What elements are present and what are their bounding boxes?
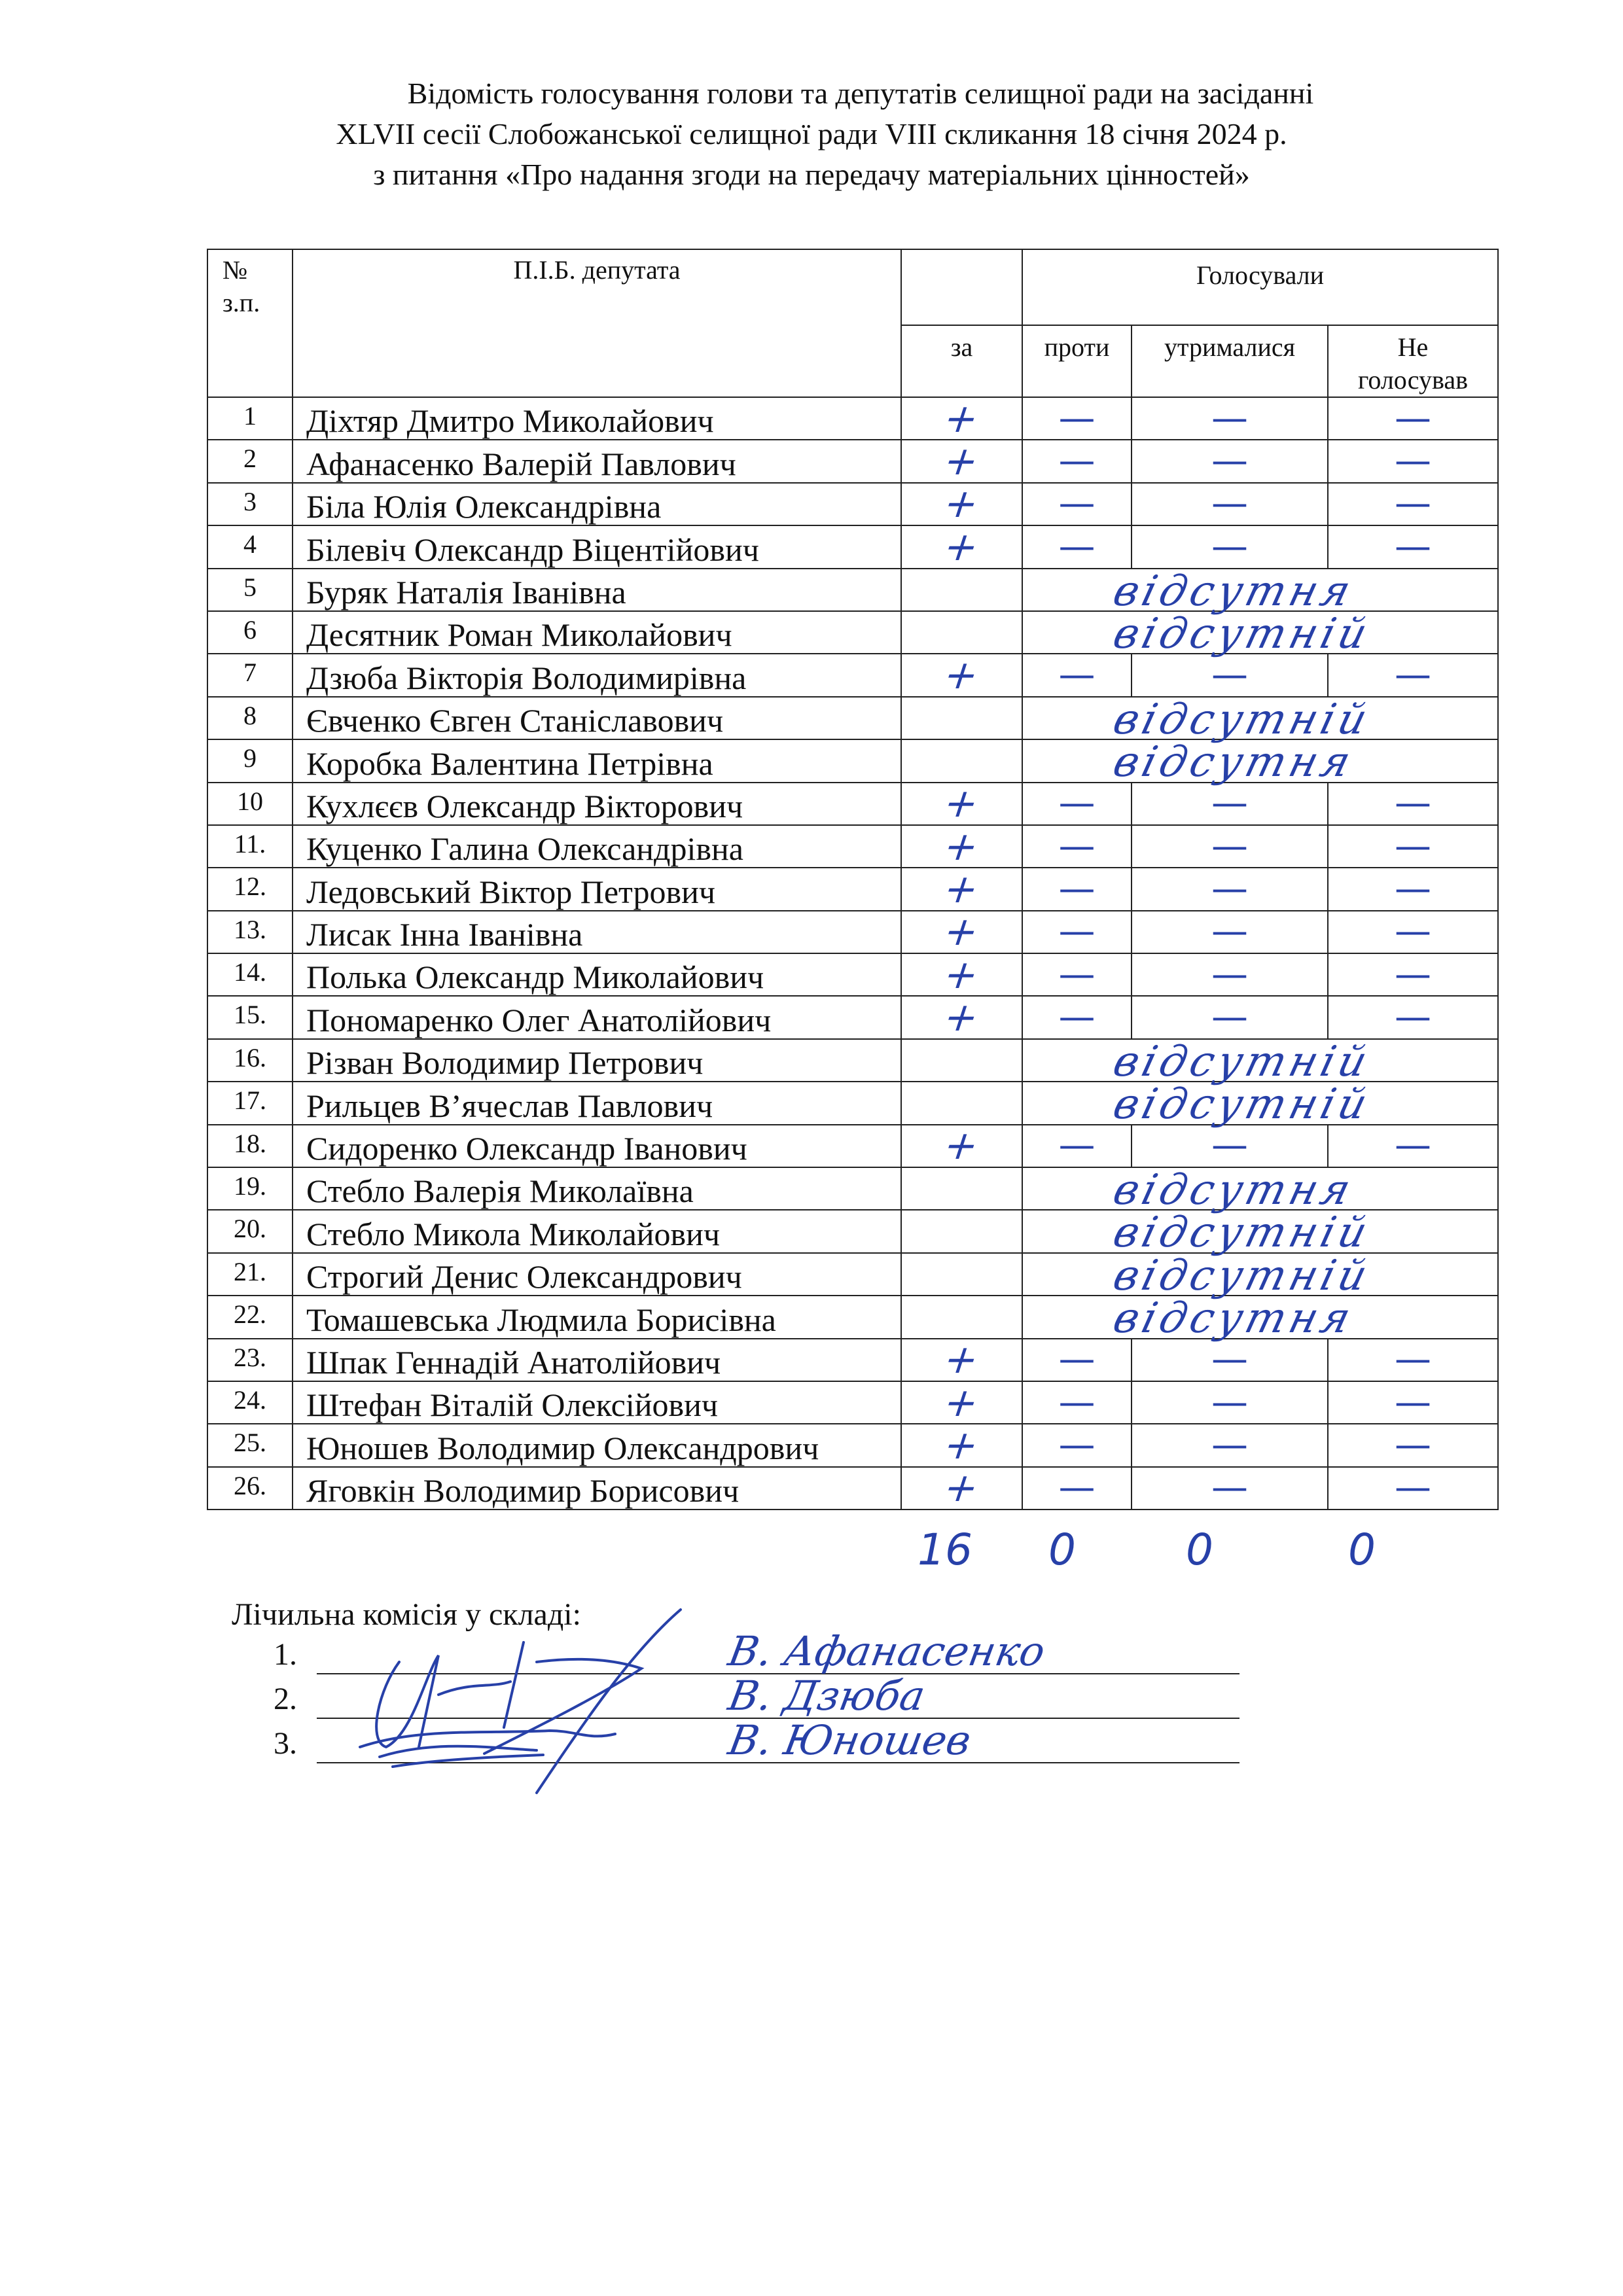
vote-abstained-mark-cell bbox=[1132, 1424, 1328, 1466]
vote-abstained-mark: — bbox=[1211, 1424, 1248, 1467]
vote-not-voted-mark: — bbox=[1395, 1381, 1431, 1424]
absence-note: відсутня bbox=[1108, 1166, 1359, 1215]
deputy-name: Коробка Валентина Петрівна bbox=[293, 739, 901, 782]
row-number: 18. bbox=[207, 1125, 293, 1167]
deputy-name: Євченко Євген Станіславович bbox=[293, 697, 901, 739]
vote-against-mark-cell bbox=[1022, 911, 1132, 953]
absence-note: відсутній bbox=[1108, 1251, 1376, 1300]
vote-for-mark: + bbox=[937, 995, 986, 1041]
deputy-row bbox=[207, 569, 1498, 611]
vote-abstained-mark: — bbox=[1211, 1338, 1248, 1381]
vote-for-cell bbox=[901, 1167, 1022, 1210]
vote-against-mark-cell bbox=[1022, 1125, 1132, 1167]
row-number: 25. bbox=[207, 1424, 293, 1466]
member-name: В. Дзюба bbox=[724, 1672, 929, 1720]
vote-not-voted-mark: — bbox=[1395, 1124, 1431, 1167]
deputy-row bbox=[207, 440, 1498, 482]
deputy-row bbox=[207, 1082, 1498, 1124]
row-number: 8 bbox=[207, 697, 293, 739]
vote-not-voted-mark: — bbox=[1395, 782, 1431, 825]
absence-cell bbox=[1022, 1166, 1498, 1215]
deputy-name: Шпак Геннадій Анатолійович bbox=[293, 1339, 901, 1381]
vote-not-voted-mark: — bbox=[1395, 953, 1431, 996]
vote-against-mark-cell bbox=[1022, 440, 1132, 482]
header-blank bbox=[901, 249, 1022, 325]
vote-not-voted-mark-cell bbox=[1328, 1467, 1498, 1510]
row-number: 7 bbox=[207, 654, 293, 696]
vote-abstained-mark: — bbox=[1211, 397, 1248, 440]
vote-not-voted-mark-cell bbox=[1328, 868, 1498, 910]
vote-abstained-mark-cell bbox=[1132, 1467, 1328, 1510]
member-index: 1. bbox=[274, 1637, 297, 1672]
vote-not-voted-mark: — bbox=[1395, 1338, 1431, 1381]
deputy-name: Юношев Володимир Олександрович bbox=[293, 1424, 901, 1466]
deputy-row bbox=[207, 996, 1498, 1038]
vote-for-mark: + bbox=[937, 1337, 986, 1383]
vote-for-cell bbox=[901, 611, 1022, 654]
vote-not-voted-mark: — bbox=[1395, 910, 1431, 953]
vote-against-mark-cell bbox=[1022, 1381, 1132, 1424]
vote-not-voted-mark-cell bbox=[1328, 1125, 1498, 1167]
member-index: 2. bbox=[274, 1682, 297, 1716]
row-number: 13. bbox=[207, 911, 293, 953]
vote-for-mark-cell bbox=[901, 995, 1022, 1041]
vote-abstained-mark-cell bbox=[1132, 825, 1328, 868]
vote-against-mark: — bbox=[1058, 482, 1096, 525]
deputy-row bbox=[207, 783, 1498, 825]
deputy-row bbox=[207, 697, 1498, 739]
member-index: 3. bbox=[274, 1726, 297, 1761]
vote-not-voted-mark: — bbox=[1395, 1466, 1431, 1510]
vote-against-mark-cell bbox=[1022, 953, 1132, 996]
vote-against-mark: — bbox=[1058, 1424, 1096, 1467]
vote-for-mark-cell bbox=[901, 825, 1022, 868]
vote-against-mark: — bbox=[1058, 910, 1096, 953]
vote-against-mark: — bbox=[1058, 525, 1096, 568]
vote-against-mark: — bbox=[1058, 824, 1096, 868]
header-line-3: з питання «Про надання згоди на передачу матеріальних цінностей» bbox=[373, 158, 1250, 191]
total-abstained: 0 bbox=[1186, 1525, 1213, 1575]
deputy-name: Томашевська Людмила Борисівна bbox=[293, 1296, 901, 1338]
vote-against-mark-cell bbox=[1022, 996, 1132, 1038]
vote-for-mark-cell bbox=[901, 397, 1022, 440]
vote-not-voted-mark-cell bbox=[1328, 953, 1498, 996]
vote-abstained-mark: — bbox=[1211, 953, 1248, 996]
absence-cell bbox=[1022, 695, 1498, 744]
vote-against-mark-cell bbox=[1022, 483, 1132, 525]
vote-against-mark-cell bbox=[1022, 1339, 1132, 1381]
vote-against-mark: — bbox=[1058, 867, 1096, 910]
vote-for-mark: + bbox=[937, 909, 986, 955]
vote-abstained-mark-cell bbox=[1132, 953, 1328, 996]
deputy-row bbox=[207, 1296, 1498, 1338]
row-number: 2 bbox=[207, 440, 293, 482]
row-number: 6 bbox=[207, 611, 293, 654]
vote-for-mark: + bbox=[937, 652, 986, 699]
vote-abstained-mark-cell bbox=[1132, 911, 1328, 953]
vote-not-voted-mark-cell bbox=[1328, 397, 1498, 440]
vote-not-voted-mark: — bbox=[1395, 482, 1431, 525]
deputy-row bbox=[207, 953, 1498, 996]
deputy-name: Рильцев В’ячеслав Павлович bbox=[293, 1082, 901, 1124]
vote-totals bbox=[0, 1525, 1623, 1577]
vote-for-mark-cell bbox=[901, 868, 1022, 910]
deputy-row bbox=[207, 483, 1498, 525]
commission-title: Лічильна комісія у складі: bbox=[232, 1597, 581, 1632]
vote-not-voted-mark: — bbox=[1395, 1424, 1431, 1467]
vote-abstained-mark-cell bbox=[1132, 1125, 1328, 1167]
vote-abstained-mark: — bbox=[1211, 1124, 1248, 1167]
header-against: проти bbox=[1022, 325, 1132, 397]
deputy-row bbox=[207, 1167, 1498, 1210]
absence-cell bbox=[1022, 1037, 1498, 1086]
vote-for-mark: + bbox=[937, 1123, 986, 1169]
vote-not-voted-mark: — bbox=[1395, 525, 1431, 568]
row-number: 4 bbox=[207, 525, 293, 568]
absence-note: відсутній bbox=[1108, 695, 1376, 744]
vote-against-mark: — bbox=[1058, 397, 1096, 440]
row-number: 24. bbox=[207, 1381, 293, 1424]
absence-cell bbox=[1022, 1209, 1498, 1258]
deputy-name: Дзюба Вікторія Володимирівна bbox=[293, 654, 901, 696]
deputy-row bbox=[207, 654, 1498, 696]
vote-for-mark: + bbox=[937, 1422, 986, 1469]
vote-against-mark-cell bbox=[1022, 1467, 1132, 1510]
vote-for-mark: + bbox=[937, 438, 986, 485]
vote-for-mark: + bbox=[937, 1465, 986, 1511]
vote-for-mark: + bbox=[937, 1379, 986, 1426]
vote-for-mark-cell bbox=[901, 1467, 1022, 1510]
vote-not-voted-mark: — bbox=[1395, 440, 1431, 483]
vote-for-cell bbox=[901, 1296, 1022, 1338]
deputy-row bbox=[207, 397, 1498, 440]
vote-for-mark-cell bbox=[901, 783, 1022, 825]
row-number: 16. bbox=[207, 1039, 293, 1082]
vote-for-mark-cell bbox=[901, 525, 1022, 568]
deputy-row bbox=[207, 1467, 1498, 1510]
row-number: 15. bbox=[207, 996, 293, 1038]
vote-for-mark-cell bbox=[901, 438, 1022, 485]
vote-for-mark-cell bbox=[901, 1422, 1022, 1469]
vote-for-cell bbox=[901, 697, 1022, 739]
vote-not-voted-mark-cell bbox=[1328, 525, 1498, 568]
row-number: 23. bbox=[207, 1339, 293, 1381]
vote-against-mark-cell bbox=[1022, 397, 1132, 440]
deputy-name: Біла Юлія Олександрівна bbox=[293, 483, 901, 525]
vote-not-voted-mark-cell bbox=[1328, 1381, 1498, 1424]
deputy-row bbox=[207, 868, 1498, 910]
vote-abstained-mark: — bbox=[1211, 824, 1248, 868]
handwritten-signatures bbox=[340, 1583, 798, 1806]
deputy-name: Десятник Роман Миколайович bbox=[293, 611, 901, 654]
vote-for-mark-cell bbox=[901, 483, 1022, 525]
deputy-name: Афанасенко Валерій Павлович bbox=[293, 440, 901, 482]
vote-not-voted-mark-cell bbox=[1328, 825, 1498, 868]
vote-abstained-mark: — bbox=[1211, 525, 1248, 568]
vote-against-mark-cell bbox=[1022, 825, 1132, 868]
deputy-row bbox=[207, 611, 1498, 654]
deputy-row bbox=[207, 1253, 1498, 1296]
deputy-row bbox=[207, 739, 1498, 782]
header-line-1: Відомість голосування голови та депутатів селищної ради на засіданні bbox=[407, 77, 1314, 110]
vote-against-mark: — bbox=[1058, 440, 1096, 483]
vote-for-cell bbox=[901, 739, 1022, 782]
deputy-row bbox=[207, 1339, 1498, 1381]
vote-for-mark-cell bbox=[901, 911, 1022, 953]
deputy-name: Яговкін Володимир Борисович bbox=[293, 1467, 901, 1510]
deputy-name: Діхтяр Дмитро Миколайович bbox=[293, 397, 901, 440]
row-number: 5 bbox=[207, 569, 293, 611]
deputy-row bbox=[207, 1039, 1498, 1082]
row-number: 26. bbox=[207, 1467, 293, 1510]
vote-for-cell bbox=[901, 1039, 1022, 1082]
vote-against-mark-cell bbox=[1022, 525, 1132, 568]
absence-note: відсутній bbox=[1108, 1209, 1376, 1258]
absence-note: відсутній bbox=[1108, 609, 1376, 658]
vote-not-voted-mark-cell bbox=[1328, 783, 1498, 825]
absence-note: відсутня bbox=[1108, 567, 1359, 616]
row-number: 19. bbox=[207, 1167, 293, 1210]
deputy-name: Стебло Валерія Миколаївна bbox=[293, 1167, 901, 1210]
vote-against-mark: — bbox=[1058, 782, 1096, 825]
member-name: В. Юношев bbox=[724, 1716, 975, 1764]
deputy-name: Білевіч Олександр Віцентійович bbox=[293, 525, 901, 568]
row-number: 17. bbox=[207, 1082, 293, 1124]
vote-for-mark: + bbox=[937, 523, 986, 570]
total-for: 16 bbox=[918, 1525, 972, 1575]
vote-not-voted-mark-cell bbox=[1328, 1339, 1498, 1381]
header-for: за bbox=[901, 325, 1022, 397]
absence-cell bbox=[1022, 567, 1498, 616]
vote-against-mark: — bbox=[1058, 996, 1096, 1039]
vote-not-voted-mark: — bbox=[1395, 867, 1431, 910]
vote-for-mark: + bbox=[937, 481, 986, 527]
vote-abstained-mark: — bbox=[1211, 654, 1248, 697]
vote-for-mark-cell bbox=[901, 1125, 1022, 1167]
vote-for-mark-cell bbox=[901, 1381, 1022, 1424]
vote-against-mark: — bbox=[1058, 953, 1096, 996]
vote-not-voted-mark: — bbox=[1395, 654, 1431, 697]
header-line-2: XLVII сесії Слобожанської селищної ради VIII скликання 18 січня 2024 р. bbox=[336, 117, 1287, 150]
header-number: № з.п. bbox=[207, 249, 293, 397]
vote-against-mark-cell bbox=[1022, 868, 1132, 910]
deputy-name: Пономаренко Олег Анатолійович bbox=[293, 996, 901, 1038]
vote-against-mark: — bbox=[1058, 1338, 1096, 1381]
absence-note: відсутній bbox=[1108, 1037, 1376, 1086]
absence-note: відсутня bbox=[1108, 738, 1359, 787]
vote-not-voted-mark-cell bbox=[1328, 1424, 1498, 1466]
vote-abstained-mark-cell bbox=[1132, 525, 1328, 568]
vote-for-mark-cell bbox=[901, 1339, 1022, 1381]
vote-abstained-mark: — bbox=[1211, 440, 1248, 483]
vote-abstained-mark: — bbox=[1211, 996, 1248, 1039]
vote-abstained-mark-cell bbox=[1132, 1381, 1328, 1424]
vote-abstained-mark-cell bbox=[1132, 483, 1328, 525]
deputy-name: Ледовський Віктор Петрович bbox=[293, 868, 901, 910]
vote-against-mark: — bbox=[1058, 1466, 1096, 1510]
vote-abstained-mark-cell bbox=[1132, 868, 1328, 910]
absence-cell bbox=[1022, 738, 1498, 787]
row-number: 1 bbox=[207, 397, 293, 440]
vote-abstained-mark-cell bbox=[1132, 783, 1328, 825]
row-number: 3 bbox=[207, 483, 293, 525]
vote-for-cell bbox=[901, 1210, 1022, 1252]
document-header bbox=[0, 73, 1623, 195]
vote-against-mark: — bbox=[1058, 1381, 1096, 1424]
row-number: 10 bbox=[207, 783, 293, 825]
vote-not-voted-mark: — bbox=[1395, 996, 1431, 1039]
vote-abstained-mark-cell bbox=[1132, 654, 1328, 696]
vote-against-mark: — bbox=[1058, 1124, 1096, 1167]
absence-cell bbox=[1022, 609, 1498, 658]
vote-abstained-mark: — bbox=[1211, 782, 1248, 825]
vote-abstained-mark: — bbox=[1211, 1381, 1248, 1424]
vote-not-voted-mark-cell bbox=[1328, 440, 1498, 482]
vote-not-voted-mark: — bbox=[1395, 824, 1431, 868]
vote-for-cell bbox=[901, 1253, 1022, 1296]
vote-for-mark: + bbox=[937, 823, 986, 870]
deputy-row bbox=[207, 525, 1498, 568]
vote-for-cell bbox=[901, 1082, 1022, 1124]
voting-table bbox=[207, 249, 1499, 1510]
vote-abstained-mark: — bbox=[1211, 910, 1248, 953]
vote-for-mark-cell bbox=[901, 953, 1022, 996]
header-voted: Голосували bbox=[1022, 249, 1498, 325]
deputy-row bbox=[207, 911, 1498, 953]
row-number: 12. bbox=[207, 868, 293, 910]
row-number: 20. bbox=[207, 1210, 293, 1252]
vote-for-mark: + bbox=[937, 866, 986, 912]
vote-abstained-mark-cell bbox=[1132, 440, 1328, 482]
vote-abstained-mark-cell bbox=[1132, 397, 1328, 440]
vote-abstained-mark-cell bbox=[1132, 996, 1328, 1038]
vote-not-voted-mark-cell bbox=[1328, 483, 1498, 525]
deputy-name: Штефан Віталій Олексійович bbox=[293, 1381, 901, 1424]
vote-for-mark: + bbox=[937, 395, 986, 442]
row-number: 9 bbox=[207, 739, 293, 782]
vote-against-mark-cell bbox=[1022, 783, 1132, 825]
deputy-row bbox=[207, 1210, 1498, 1252]
row-number: 14. bbox=[207, 953, 293, 996]
header-abstained: утрималися bbox=[1132, 325, 1328, 397]
absence-cell bbox=[1022, 1294, 1498, 1343]
vote-abstained-mark: — bbox=[1211, 482, 1248, 525]
vote-abstained-mark: — bbox=[1211, 1466, 1248, 1510]
deputy-name: Строгий Денис Олександрович bbox=[293, 1253, 901, 1296]
member-name: В. Афанасенко bbox=[724, 1627, 1049, 1675]
deputy-name: Куценко Галина Олександрівна bbox=[293, 825, 901, 868]
vote-against-mark-cell bbox=[1022, 654, 1132, 696]
deputy-name: Полька Олександр Миколайович bbox=[293, 953, 901, 996]
row-number: 21. bbox=[207, 1253, 293, 1296]
deputy-row bbox=[207, 1424, 1498, 1466]
vote-for-mark-cell bbox=[901, 652, 1022, 699]
row-number: 22. bbox=[207, 1296, 293, 1338]
vote-for-mark: + bbox=[937, 951, 986, 998]
vote-abstained-mark: — bbox=[1211, 867, 1248, 910]
deputy-name: Лисак Інна Іванівна bbox=[293, 911, 901, 953]
absence-note: відсутній bbox=[1108, 1080, 1376, 1129]
total-not-voted: 0 bbox=[1348, 1525, 1376, 1575]
deputy-name: Різван Володимир Петрович bbox=[293, 1039, 901, 1082]
header-not-voted: Не голосував bbox=[1328, 325, 1498, 397]
vote-not-voted-mark: — bbox=[1395, 397, 1431, 440]
vote-not-voted-mark-cell bbox=[1328, 996, 1498, 1038]
deputy-row bbox=[207, 1125, 1498, 1167]
vote-against-mark-cell bbox=[1022, 1424, 1132, 1466]
deputy-name: Сидоренко Олександр Іванович bbox=[293, 1125, 901, 1167]
header-deputy-name: П.І.Б. депутата bbox=[293, 249, 901, 397]
vote-for-mark: + bbox=[937, 781, 986, 827]
vote-against-mark: — bbox=[1058, 654, 1096, 697]
vote-abstained-mark-cell bbox=[1132, 1339, 1328, 1381]
absence-cell bbox=[1022, 1080, 1498, 1129]
deputy-row bbox=[207, 1381, 1498, 1424]
deputy-name: Буряк Наталія Іванівна bbox=[293, 569, 901, 611]
absence-note: відсутня bbox=[1108, 1294, 1359, 1343]
row-number: 11. bbox=[207, 825, 293, 868]
vote-for-cell bbox=[901, 569, 1022, 611]
vote-not-voted-mark-cell bbox=[1328, 654, 1498, 696]
deputy-row bbox=[207, 825, 1498, 868]
deputy-name: Кухлєєв Олександр Вікторович bbox=[293, 783, 901, 825]
deputy-name: Стебло Микола Миколайович bbox=[293, 1210, 901, 1252]
total-against: 0 bbox=[1048, 1525, 1076, 1575]
absence-cell bbox=[1022, 1251, 1498, 1300]
vote-not-voted-mark-cell bbox=[1328, 911, 1498, 953]
